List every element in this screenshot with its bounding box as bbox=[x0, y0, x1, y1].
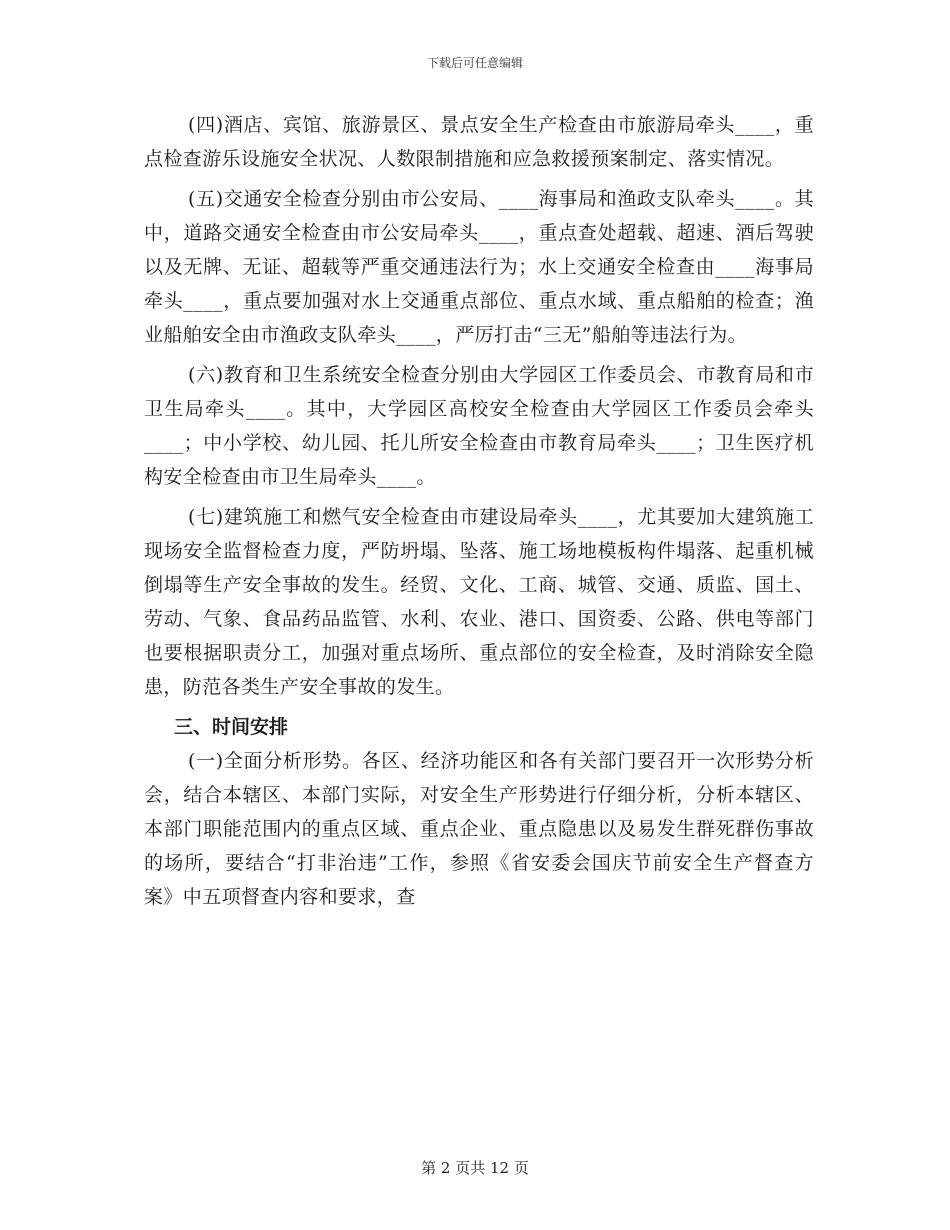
page-footer: 第 2 页共 12 页 bbox=[421, 1159, 529, 1177]
page-header: 下载后可任意编辑 bbox=[426, 56, 523, 70]
paragraph-situation-analysis: (一)全面分析形势。各区、经济功能区和各有关部门要召开一次形势分析会，结合本辖区、本部门实际，对安全生产形势进行仔细分析，分析本辖区、本部门职能范围内的重点区域、重点企业、重点隐患以及易发生群死群伤事故的场所，要结合“打非治违”工作，参照《省安委会国庆节前安全生产督查方案》中五项督查内容和要求，查 bbox=[144, 750, 814, 908]
document-body bbox=[144, 108, 814, 914]
paragraph-construction-gas: (七)建筑施工和燃气安全检查由市建设局牵头____，尤其要加大建筑施工现场安全监督检查力度，严防坍塌、坠落、施工场地模板构件塌落、起重机械倒塌等生产安全事故的发生。经贸、文化、工商、城管、交通、质监、国土、劳动、气象、食品药品监管、水利、农业、港口、国资委、公路、供电等部门也要根据职责分工，加强对重点场所、重点部位的安全检查，及时消除安全隐患，防范各类生产安全事故的发生。 bbox=[144, 506, 814, 698]
paragraph-hotels-tourism: (四)酒店、宾馆、旅游景区、景点安全生产检查由市旅游局牵头____，重点检查游乐设施安全状况、人数限制措施和应急救援预案制定、落实情况。 bbox=[144, 114, 814, 170]
section-heading-schedule: 三、时间安排 bbox=[174, 716, 289, 738]
paragraph-traffic-safety: (五)交通安全检查分别由市公安局、____海事局和渔政支队牵头____。其中，道路交通安全检查由市公安局牵头____，重点查处超载、超速、酒后驾驶以及无牌、无证、超载等严重交通违法行为；水上交通安全检查由____海事局牵头____，重点要加强对水上交通重点部位、重点水域、重点船舶的检查；渔业船舶安全由市渔政支队牵头____，严厉打击“三无”船舶等违法行为。 bbox=[144, 188, 814, 346]
paragraph-education-health: (六)教育和卫生系统安全检查分别由大学园区工作委员会、市教育局和市卫生局牵头____。其中，大学园区高校安全检查由大学园区工作委员会牵头____；中小学校、幼儿园、托儿所安全检查由市教育局牵头____；卫生医疗机构安全检查由市卫生局牵头____。 bbox=[144, 364, 814, 488]
